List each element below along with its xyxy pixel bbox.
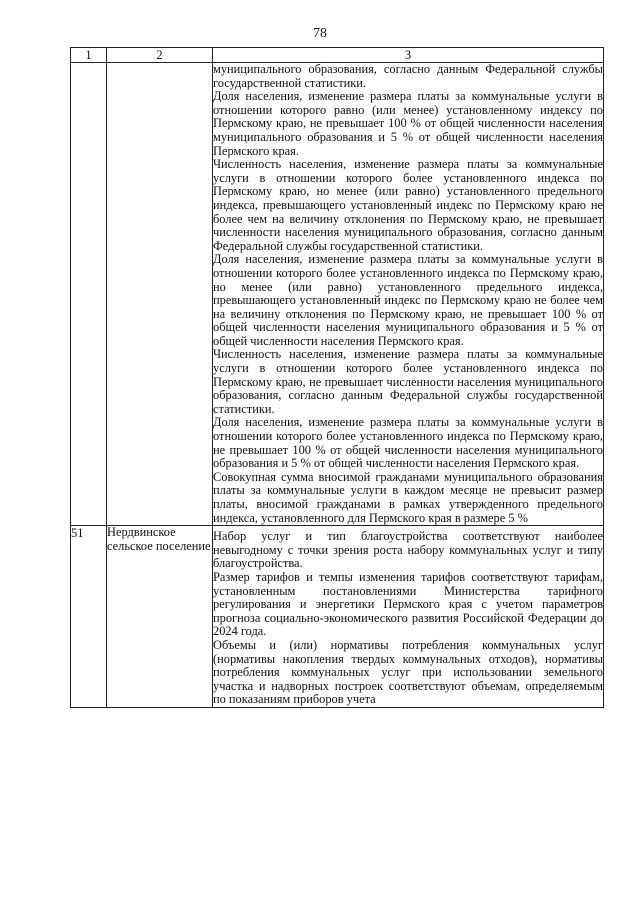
table-header-row [71,48,604,63]
column-header-1: 1 [71,48,107,63]
condition-paragraph: Объемы и (или) нормативы потребления коммунальных услуг (нормативы накопления твердых коммунальных отходов), нормативы потребления коммунальных услуг при использовании земельного участка и надворных построек соответствуют объемам, определяемым по показаниям приборов учета [213,637,603,707]
table-row-51 [71,526,604,708]
condition-paragraph: Доля населения, изменение размера платы за коммунальные услуги в отношении которого более установленного индекса по Пермскому краю, не превышает 100 % от общей численности населения муниципального образования и 5 % от общей численности населения Пермского края. [213,415,603,471]
condition-paragraph: Доля населения, изменение размера платы за коммунальные услуги в отношении которого равно (или менее) установленному индексу по Пермскому краю, не превышает 100 % от общей численности населения муниципального образования и 5 % от общей численности населения Пермского края. [213,89,603,158]
condition-paragraph: муниципального образования, согласно данным Федеральной службы государственной статистики. [213,62,603,90]
regulation-table [70,47,604,708]
column-header-2: 2 [107,48,213,63]
municipality-cell [107,63,213,526]
condition-paragraph: Совокупная сумма вносимой гражданами муниципального образования платы за коммунальные услуги в каждом месяце не превысит размер платы, вносимой гражданами в рамках утвержденного предельного индекса, установленного для Пермского края в размере 5 % [213,469,603,525]
table-row-continued [71,63,604,526]
conditions-cell [213,63,604,526]
page-number: 78 [313,26,327,41]
condition-paragraph: Размер тарифов и темпы изменения тарифов соответствуют тарифам, установленным постановлениями Министерства тарифного регулирования и энергетики Пермского края с учетом параметров прогноза социально-экономического развития Российской Федерации до 2024 года. [213,569,603,639]
condition-paragraph: Численность населения, изменение размера платы за коммунальные услуги в отношении которого более установленного индекса по Пермскому краю, но менее (или равно) установленного предельного индекса, превышающего установленный индекс по Пермскому краю не более чем на величину отклонения по Пермскому краю, не превышает численности населения муниципального образования, согласно данным Федеральной службы государственной статистики. [213,157,603,253]
municipality-name: Нердвинское сельское поселение [107,526,213,708]
column-header-3: 3 [213,48,604,63]
conditions-cell [213,526,604,708]
row-number: 51 [71,526,107,708]
condition-paragraph: Набор услуг и тип благоустройства соответствуют наиболее невыгодному с точки зрения роста набору коммунальных услуг и типу благоустройства. [213,529,603,571]
condition-paragraph: Доля населения, изменение размера платы за коммунальные услуги в отношении которого более установленного индекса по Пермскому краю, но менее (или равно) установленного предельного индекса, превышающего установленный индекс по Пермскому краю не более чем на величину отклонения по Пермскому краю, не превышает 100 % от общей численности населения муниципального образования и 5 % от общей численности населения Пермского края. [213,252,603,348]
row-number-cell [71,63,107,526]
condition-paragraph: Численность населения, изменение размера платы за коммунальные услуги в отношении которого более установленного индекса по Пермскому краю, не превышает численности населения муниципального образования, согласно данным Федеральной службы государственной статистики. [213,347,603,416]
